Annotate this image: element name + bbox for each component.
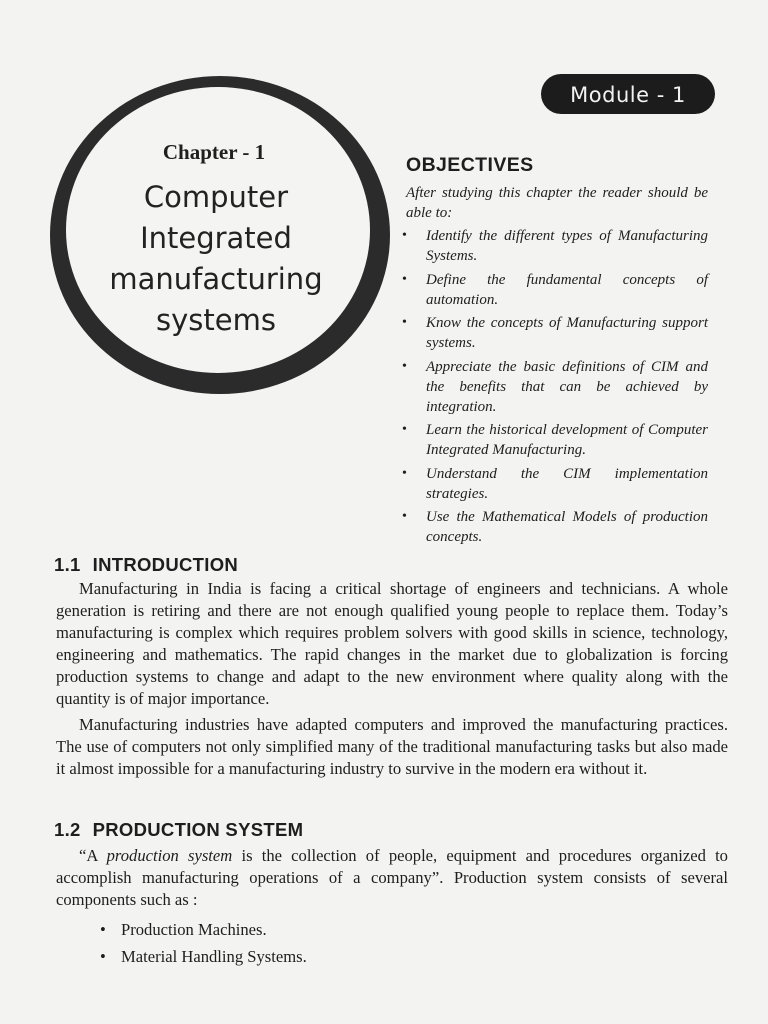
objective-text: Identify the different types of Manufacturing Systems.	[426, 228, 708, 264]
intro-paragraph-2: Manufacturing industries have adapted computers and improved the manufacturing practices. The use of computers not only simplified many of the traditional manufacturing tasks but also made it almost impossible for a manufacturing industry to survive in the modern era without it.	[56, 715, 728, 778]
bullet-icon: •	[402, 422, 407, 437]
objective-text: Learn the historical development of Computer Integrated Manufacturing.	[426, 422, 708, 458]
quote-open: “A	[79, 846, 107, 865]
section-number: 1.2	[54, 819, 81, 840]
objective-item	[402, 357, 708, 417]
chapter-title	[66, 177, 366, 341]
objectives-intro: After studying this chapter the reader should be able to:	[406, 185, 708, 221]
section-title: INTRODUCTION	[92, 554, 239, 575]
objective-item	[402, 270, 708, 310]
objective-text: Use the Mathematical Models of production concepts.	[426, 509, 708, 545]
chapter-title-line: Computer	[143, 180, 289, 214]
section-heading-introduction	[54, 554, 238, 576]
bullet-icon: •	[402, 509, 407, 524]
production-system-paragraph	[56, 845, 728, 911]
bullet-icon: •	[402, 228, 407, 243]
section-heading-production-system	[54, 819, 303, 841]
objective-item	[402, 226, 708, 266]
bullet-icon: •	[402, 358, 407, 374]
objective-item	[402, 507, 708, 547]
component-item	[100, 943, 307, 970]
objective-item	[402, 464, 708, 504]
objectives-list	[402, 226, 708, 551]
objective-item	[402, 313, 708, 353]
bullet-icon: •	[100, 920, 106, 939]
objectives-heading: OBJECTIVES	[406, 154, 534, 176]
bullet-icon: •	[100, 947, 106, 966]
module-badge: Module - 1	[541, 74, 715, 114]
components-list	[100, 916, 307, 970]
objective-text: Know the concepts of Manufacturing support systems.	[426, 315, 708, 351]
intro-paragraph-1: Manufacturing in India is facing a critical shortage of engineers and technicians. A whole generation is retiring and there are not enough qualified young people to replace them. Today’s manufacturing is complex which requires problem solvers with good skills in science, technology, engineering and mathematics. The rapid changes in the market due to globalization is forcing production systems to change and adapt to the new environment where quality along with the quantity is of major importance.	[56, 579, 728, 708]
component-text: Production Machines.	[121, 920, 267, 939]
objective-text: Understand the CIM implementation strategies.	[426, 465, 708, 502]
chapter-title-line: Integrated	[140, 221, 292, 255]
objective-text: Define the fundamental concepts of automation.	[426, 271, 708, 308]
bullet-icon: •	[402, 271, 407, 287]
component-text: Material Handling Systems.	[121, 947, 307, 966]
section-number: 1.1	[54, 554, 81, 575]
chapter-title-line: systems	[156, 303, 276, 337]
objective-text: Appreciate the basic definitions of CIM and the benefits that can be achieved by integration.	[426, 358, 708, 415]
definition-text: is the collection of people, equipment and procedures organized to accomplish manufacturing operations of a company”. Production system consists of several components such as :	[56, 846, 728, 909]
chapter-title-line: manufacturing	[109, 262, 323, 296]
objective-item	[402, 420, 708, 460]
chapter-number: Chapter - 1	[162, 140, 266, 164]
section-title: PRODUCTION SYSTEM	[92, 819, 304, 840]
component-item	[100, 916, 307, 943]
defined-term: production system	[106, 846, 233, 865]
bullet-icon: •	[402, 465, 407, 481]
bullet-icon: •	[402, 315, 407, 330]
